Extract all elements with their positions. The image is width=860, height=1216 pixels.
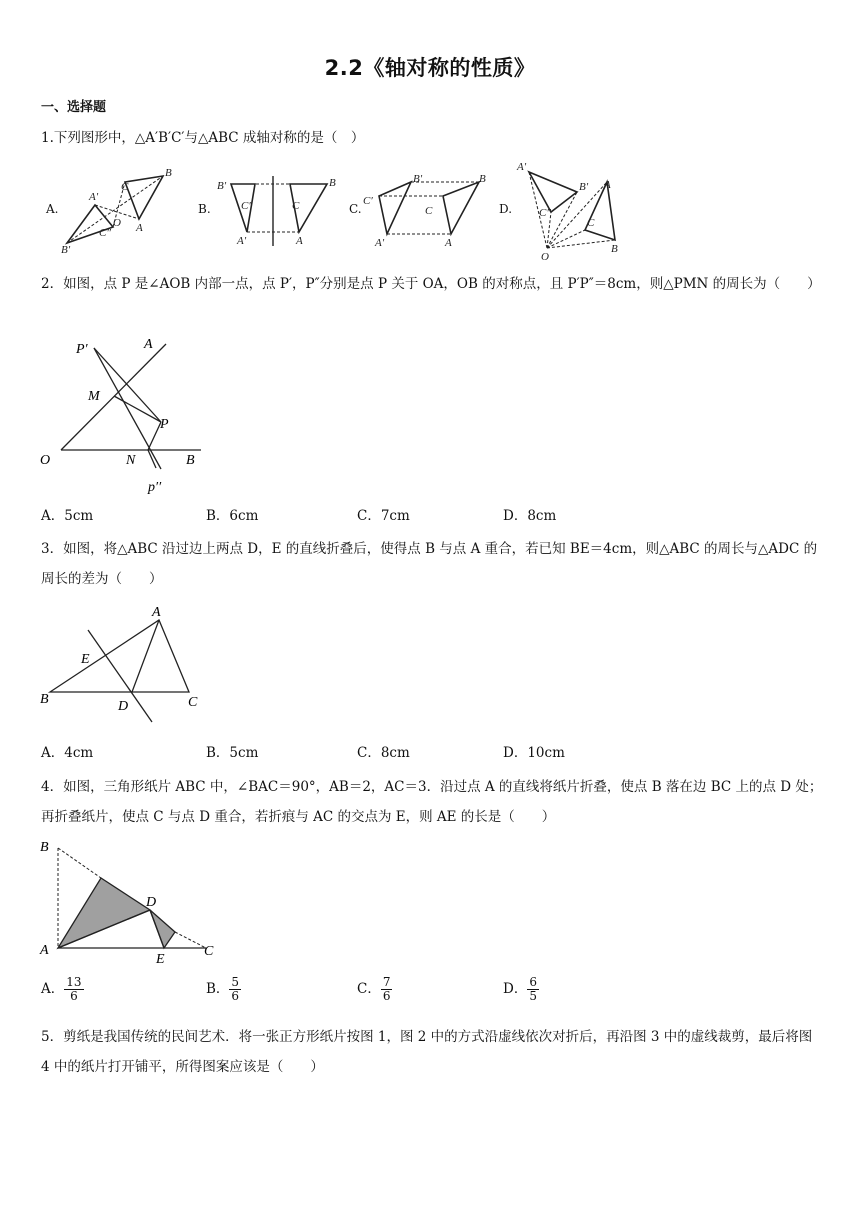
q4-option-a xyxy=(41,976,84,1003)
svg-text:C′: C′ xyxy=(363,195,373,207)
q3-option-b: B．5cm xyxy=(206,745,259,761)
svg-text:B′: B′ xyxy=(579,181,589,193)
q4-label-d: D xyxy=(146,895,157,910)
svg-text:B: B xyxy=(479,173,486,185)
question-2-figure xyxy=(36,334,216,496)
q4-option-a-den: 6 xyxy=(70,989,78,1003)
q2-option-d: D．8cm xyxy=(503,508,557,524)
q4-option-c xyxy=(357,976,392,1003)
svg-text:C: C xyxy=(425,205,433,217)
svg-text:A′: A′ xyxy=(517,161,527,173)
svg-text:C′: C′ xyxy=(241,200,251,212)
svg-text:C: C xyxy=(587,217,595,229)
svg-text:B: B xyxy=(329,177,336,189)
q1-option-a-label: A. xyxy=(46,202,59,216)
q4-option-c-letter: C． xyxy=(357,981,381,997)
svg-text:C: C xyxy=(121,181,129,193)
q2-label-p: P xyxy=(160,417,169,432)
q2-label-a: A xyxy=(144,337,153,352)
q2-label-o: O xyxy=(40,453,51,468)
section-heading: 一、选择题 xyxy=(41,100,107,115)
q4-label-e: E xyxy=(156,952,165,967)
svg-text:B′: B′ xyxy=(61,244,71,256)
q1-option-c-label: C. xyxy=(349,202,362,216)
q1-fig-a xyxy=(67,176,163,243)
svg-text:A′: A′ xyxy=(237,235,247,247)
question-3-figure xyxy=(36,602,216,728)
q4-option-d-fraction xyxy=(527,976,539,1003)
q4-label-a: A xyxy=(40,943,49,958)
q1-option-b-label: B. xyxy=(198,202,211,216)
q3-label-e: E xyxy=(81,652,90,667)
question-1-figure xyxy=(41,156,631,262)
q4-option-d xyxy=(503,976,539,1003)
svg-text:C″: C″ xyxy=(539,207,551,219)
svg-text:B′: B′ xyxy=(217,180,227,192)
svg-text:A′: A′ xyxy=(375,237,385,249)
q2-option-b: B．6cm xyxy=(206,508,259,524)
q4-label-c: C xyxy=(204,944,214,959)
q2-option-c: C．7cm xyxy=(357,508,410,524)
page-title: 2.2《轴对称的性质》 xyxy=(324,56,536,80)
q4-option-b-den: 6 xyxy=(231,989,240,1003)
question-5-text: 5．剪纸是我国传统的民间艺术．将一张正方形纸片按图 1，图 2 中的方式沿虚线依次对折后，再沿图 3 中的虚线裁剪，最后将图 4 中的纸片打开铺平，所得图案应该是（ ） xyxy=(41,1029,813,1075)
q4-option-d-num: 6 xyxy=(529,975,537,989)
question-2-text: 2．如图，点 P 是∠AOB 内部一点，点 P′，P″分别是点 P 关于 OA，OB 的对称点，且 P′P″＝8cm，则△PMN 的周长为（ ） xyxy=(41,276,821,292)
q3-option-a: A．4cm xyxy=(41,745,94,761)
svg-text:O: O xyxy=(113,217,121,229)
q4-option-c-fraction xyxy=(381,976,393,1003)
q4-label-b: B xyxy=(40,840,49,855)
q2-option-a: A．5cm xyxy=(41,508,94,524)
q2-label-m: M xyxy=(88,389,100,404)
question-1-text: 1.下列图形中，△A′B′C′与△ABC 成轴对称的是（ ） xyxy=(41,130,365,146)
svg-text:A: A xyxy=(445,237,452,249)
svg-text:C″: C″ xyxy=(99,227,111,239)
q4-option-a-num: 13 xyxy=(66,975,82,989)
question-3-text: 3．如图，将△ABC 沿过边上两点 D，E 的直线折叠后，使得点 B 与点 A 重合，若已知 BE＝4cm，则△ABC 的周长与△ADC 的周长的差为（ ） xyxy=(41,541,818,587)
q3-option-c: C．8cm xyxy=(357,745,410,761)
q2-label-n: N xyxy=(126,453,136,468)
q4-option-d-den: 5 xyxy=(529,989,537,1003)
question-4-text: 4．如图，三角形纸片 ABC 中，∠BAC＝90°，AB＝2，AC＝3．沿过点 A 的直线将纸片折叠，使点 B 落在边 BC 上的点 D 处；再折叠纸片，使点 C 与点 D 重合，若折痕与 AC 的交点为 E，则 AE 的长是（ ） xyxy=(41,779,823,825)
svg-text:B′: B′ xyxy=(413,173,423,185)
q2-label-b: B xyxy=(186,453,195,468)
svg-text:B: B xyxy=(165,167,172,179)
q3-label-a: A xyxy=(152,605,161,620)
q4-option-b-num: 5 xyxy=(231,975,240,989)
q3-label-b: B xyxy=(40,692,49,707)
q2-label-pdouble: p′′ xyxy=(148,480,162,495)
svg-text:B: B xyxy=(611,243,618,255)
q4-option-b-letter: B． xyxy=(206,981,230,997)
q3-label-d: D xyxy=(118,699,129,714)
svg-text:A: A xyxy=(296,235,303,247)
q4-option-c-num: 7 xyxy=(382,975,391,989)
svg-text:C: C xyxy=(292,200,300,212)
question-4-figure xyxy=(36,836,226,970)
q4-shaded-region-1 xyxy=(58,878,150,948)
q4-option-c-den: 6 xyxy=(382,989,391,1003)
svg-text:O: O xyxy=(541,251,549,262)
q4-option-a-fraction xyxy=(64,976,83,1003)
q4-option-a-letter: A． xyxy=(41,981,65,997)
svg-text:A′: A′ xyxy=(89,191,99,203)
q3-label-c: C xyxy=(188,695,198,710)
svg-text:A: A xyxy=(136,222,143,234)
q1-figures-svg xyxy=(41,156,631,262)
q2-label-pprime: P′ xyxy=(76,342,88,357)
q4-option-b xyxy=(206,976,241,1003)
svg-text:A: A xyxy=(604,179,611,191)
q1-option-d-label: D. xyxy=(499,202,513,216)
q4-option-b-fraction xyxy=(229,976,241,1003)
q4-option-d-letter: D． xyxy=(503,981,528,997)
q3-option-d: D．10cm xyxy=(503,745,565,761)
